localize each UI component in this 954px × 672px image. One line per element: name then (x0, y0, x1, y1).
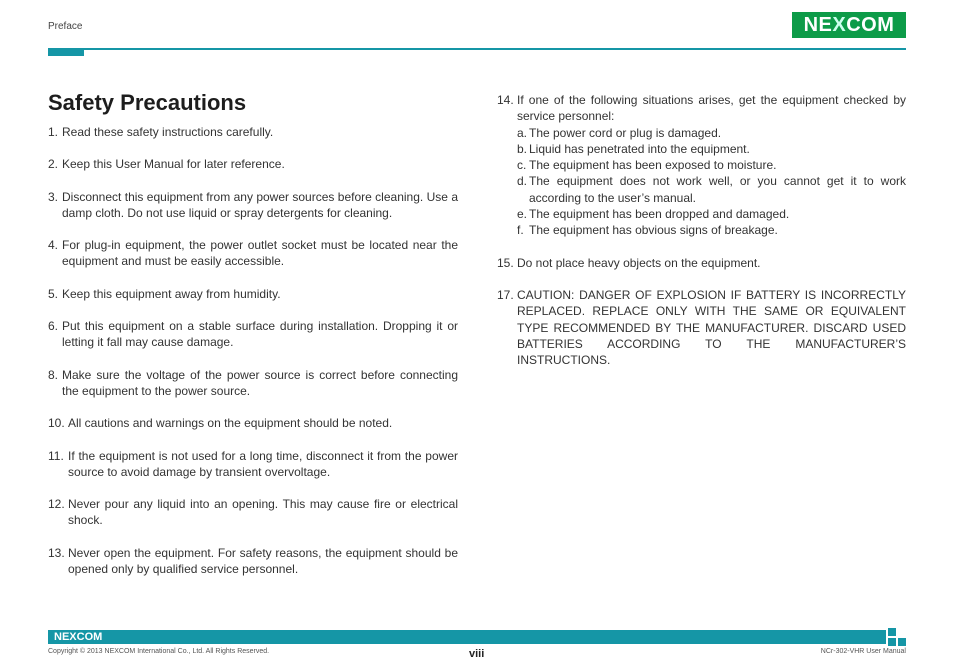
sub-list-item: c. The equipment has been exposed to moisture. (517, 158, 777, 173)
list-item: 13. Never open the equipment. For safety reasons, the equipment should be opened only by qualified service personnel. (48, 545, 458, 577)
copyright-text: Copyright © 2013 NEXCOM International Co., Ltd. All Rights Reserved. (48, 648, 270, 655)
sub-list-item: f. The equipment has obvious signs of breakage. (517, 223, 778, 238)
list-item: 5. Keep this equipment away from humidity. (48, 286, 281, 301)
list-item: 10. All cautions and warnings on the equipment should be noted. (48, 416, 393, 431)
list-item: 14. If one of the following situations arises, get the equipment checked by service personnel: (497, 93, 906, 124)
header-divider (84, 48, 906, 50)
left-column (48, 124, 458, 593)
list-item: 4. For plug-in equipment, the power outlet socket must be located near the equipment and must be easily accessible. (48, 238, 458, 269)
section-label: Preface (48, 21, 83, 32)
footer-bar (48, 630, 886, 644)
list-item: 15. Do not place heavy objects on the equipment. (497, 255, 761, 270)
right-column (497, 92, 906, 384)
list-item: 1. Read these safety instructions carefully. (48, 125, 274, 139)
list-item: 8. Make sure the voltage of the power source is correct before connecting the equipment to the power source. (48, 367, 458, 398)
list-item: 17. CAUTION: DANGER OF EXPLOSION IF BATTERY IS INCORRECTLY REPLACED. REPLACE ONLY WITH THE SAME OR EQUIVALENT TYPE RECOMMENDED BY THE MANUFACTURER. DISCARD USED BATTERIES ACCORDING TO THE MANUFACTURER’S INSTRUCTIONS. (497, 287, 906, 368)
sub-list (517, 125, 906, 239)
footer-squares-icon (888, 628, 908, 646)
header-accent-block (48, 48, 84, 56)
list-item: 11. If the equipment is not used for a long time, disconnect it from the power source to avoid damage by transient overvoltage. (48, 448, 458, 479)
page-title: Safety Precautions (48, 90, 247, 115)
sub-list-item: b. Liquid has penetrated into the equipment. (517, 141, 750, 156)
sub-list-item: d. The equipment does not work well, or you cannot get it to work according to the user’s manual. (517, 174, 906, 205)
manual-name: NCr-302-VHR User Manual (820, 648, 906, 655)
list-item: 2. Keep this User Manual for later reference. (48, 157, 285, 172)
list-item: 6. Put this equipment on a stable surface during installation. Dropping it or letting it fall may cause damage. (48, 319, 458, 350)
page-number: viii (469, 648, 485, 660)
footer-logo: NEXCOM (54, 631, 103, 643)
list-item: 3. Disconnect this equipment from any power sources before cleaning. Use a damp cloth. Do not use liquid or spray detergents for cleaning. (48, 189, 458, 220)
nexcom-logo (792, 12, 906, 38)
list-item: 12. Never pour any liquid into an opening. This may cause fire or electrical shock. (48, 497, 458, 528)
sub-list-item: e. The equipment has been dropped and damaged. (517, 207, 790, 222)
logo-text: NEXCOM (803, 13, 895, 36)
sub-list-item: a. The power cord or plug is damaged. (517, 125, 722, 140)
